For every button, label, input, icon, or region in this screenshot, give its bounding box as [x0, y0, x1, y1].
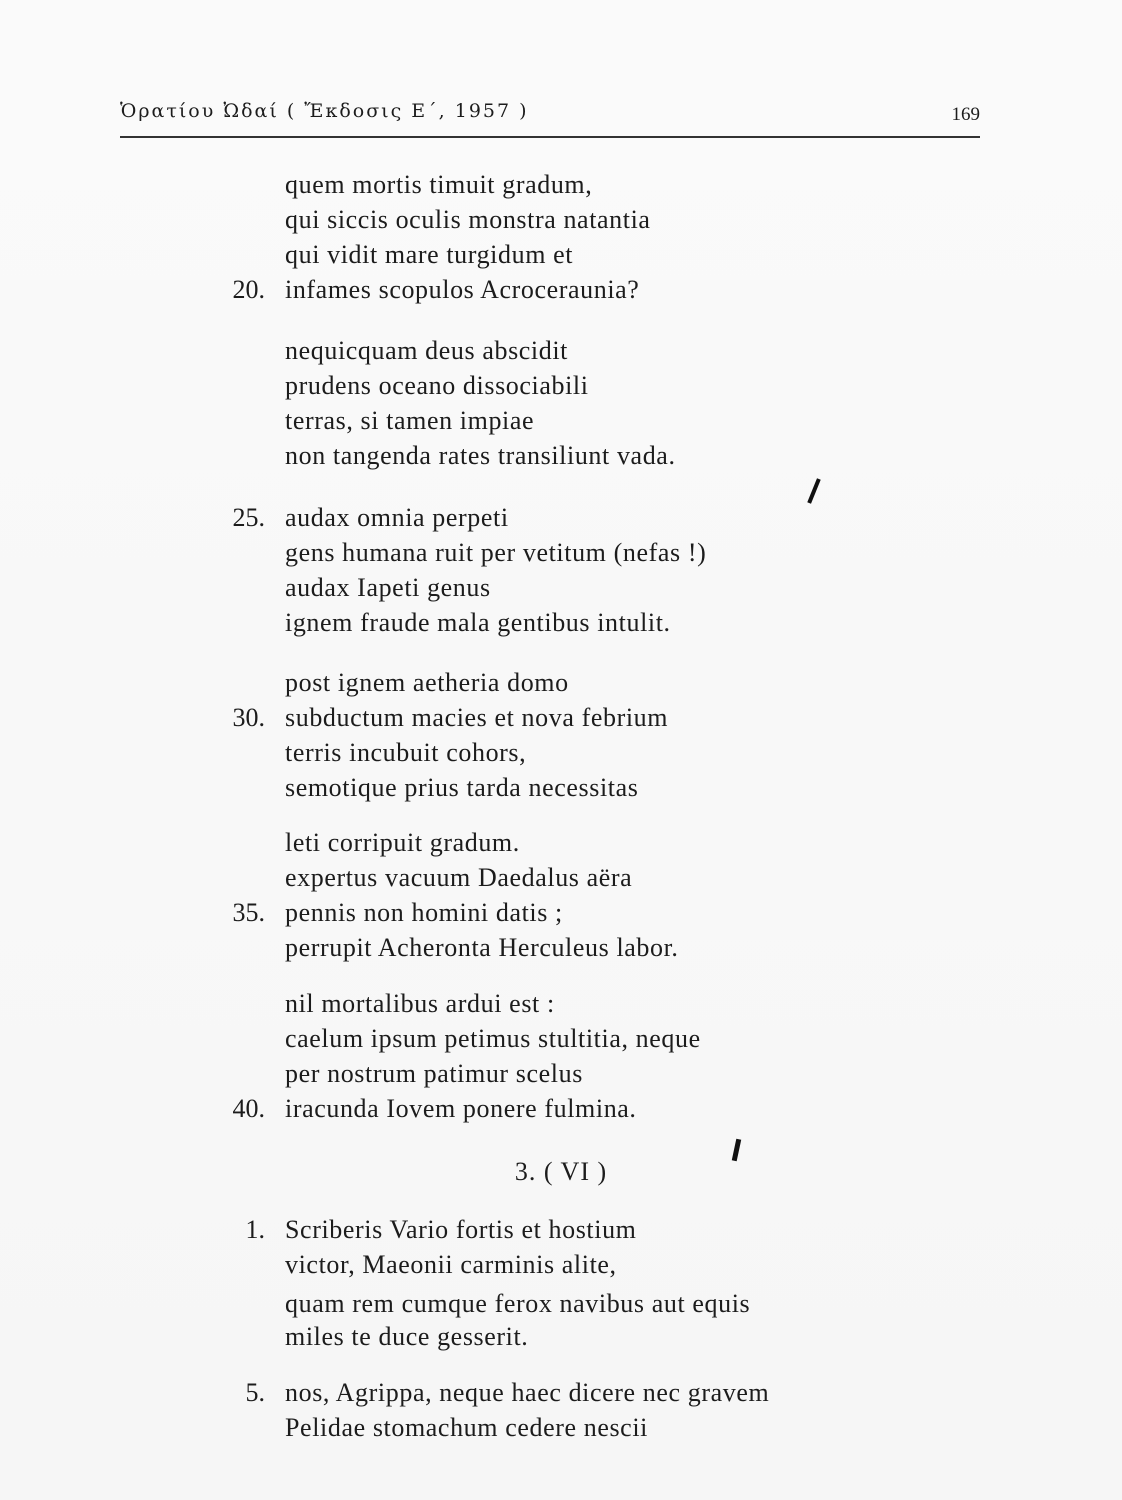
page-number: 169: [951, 104, 980, 125]
verse-line: qui vidit mare turgidum et: [285, 240, 574, 269]
verse-line: qui siccis oculis monstra natantia: [285, 205, 651, 234]
verse-line: per nostrum patimur scelus: [285, 1059, 583, 1088]
verse-line: post ignem aetheria domo: [285, 668, 569, 697]
line-number: 5.: [245, 1378, 265, 1407]
line-number: 1.: [245, 1215, 265, 1244]
verse-line: Pelidae stomachum cedere nescii: [285, 1413, 648, 1442]
verse-line: expertus vacuum Daedalus aëra: [285, 863, 633, 892]
line-number: 20.: [232, 275, 265, 304]
verse-line: quem mortis timuit gradum,: [285, 170, 593, 199]
verse-line: quam rem cumque ferox navibus aut equis: [285, 1289, 751, 1318]
line-number: 35.: [232, 898, 265, 927]
verse-line: nos, Agrippa, neque haec dicere nec gravem: [285, 1378, 770, 1407]
verse-line: ignem fraude mala gentibus intulit.: [285, 608, 671, 637]
line-number: 30.: [232, 703, 265, 732]
verse-line: audax omnia perpeti: [285, 503, 509, 532]
line-number: 40.: [232, 1094, 265, 1123]
verse-line: non tangenda rates transiliunt vada.: [285, 441, 676, 470]
running-head: Ὁρατίου Ὠδαί ( Ἔκδοσις Ε΄, 1957 ): [120, 100, 529, 122]
verse-line: caelum ipsum petimus stultitia, neque: [285, 1024, 701, 1053]
verse-line: gens humana ruit per vetitum (nefas !): [285, 538, 707, 567]
verse-line: semotique prius tarda necessitas: [285, 773, 639, 802]
verse-line: leti corripuit gradum.: [285, 828, 520, 857]
ode-heading: 3. ( VI ): [514, 1157, 608, 1186]
verse-line: subductum macies et nova febrium: [285, 703, 669, 732]
verse-line: terras, si tamen impiae: [285, 406, 535, 435]
verse-line: pennis non homini datis ;: [285, 898, 563, 927]
verse-line: terris incubuit cohors,: [285, 738, 527, 767]
verse-line: audax Iapeti genus: [285, 573, 491, 602]
verse-line: Scriberis Vario fortis et hostium: [285, 1215, 637, 1244]
verse-line: perrupit Acheronta Herculeus labor.: [285, 933, 679, 962]
verse-line: nil mortalibus ardui est :: [285, 989, 555, 1018]
verse-line: prudens oceano dissociabili: [285, 371, 589, 400]
verse-line: victor, Maeonii carminis alite,: [285, 1250, 617, 1279]
line-number: 25.: [232, 503, 265, 532]
verse-line: infames scopulos Acroceraunia?: [285, 275, 640, 304]
verse-line: miles te duce gesserit.: [285, 1322, 529, 1351]
verse-line: iracunda Iovem ponere fulmina.: [285, 1094, 637, 1123]
ink-mark: [807, 478, 820, 504]
verse-line: nequicquam deus abscidit: [285, 336, 568, 365]
page-header: [120, 100, 980, 138]
